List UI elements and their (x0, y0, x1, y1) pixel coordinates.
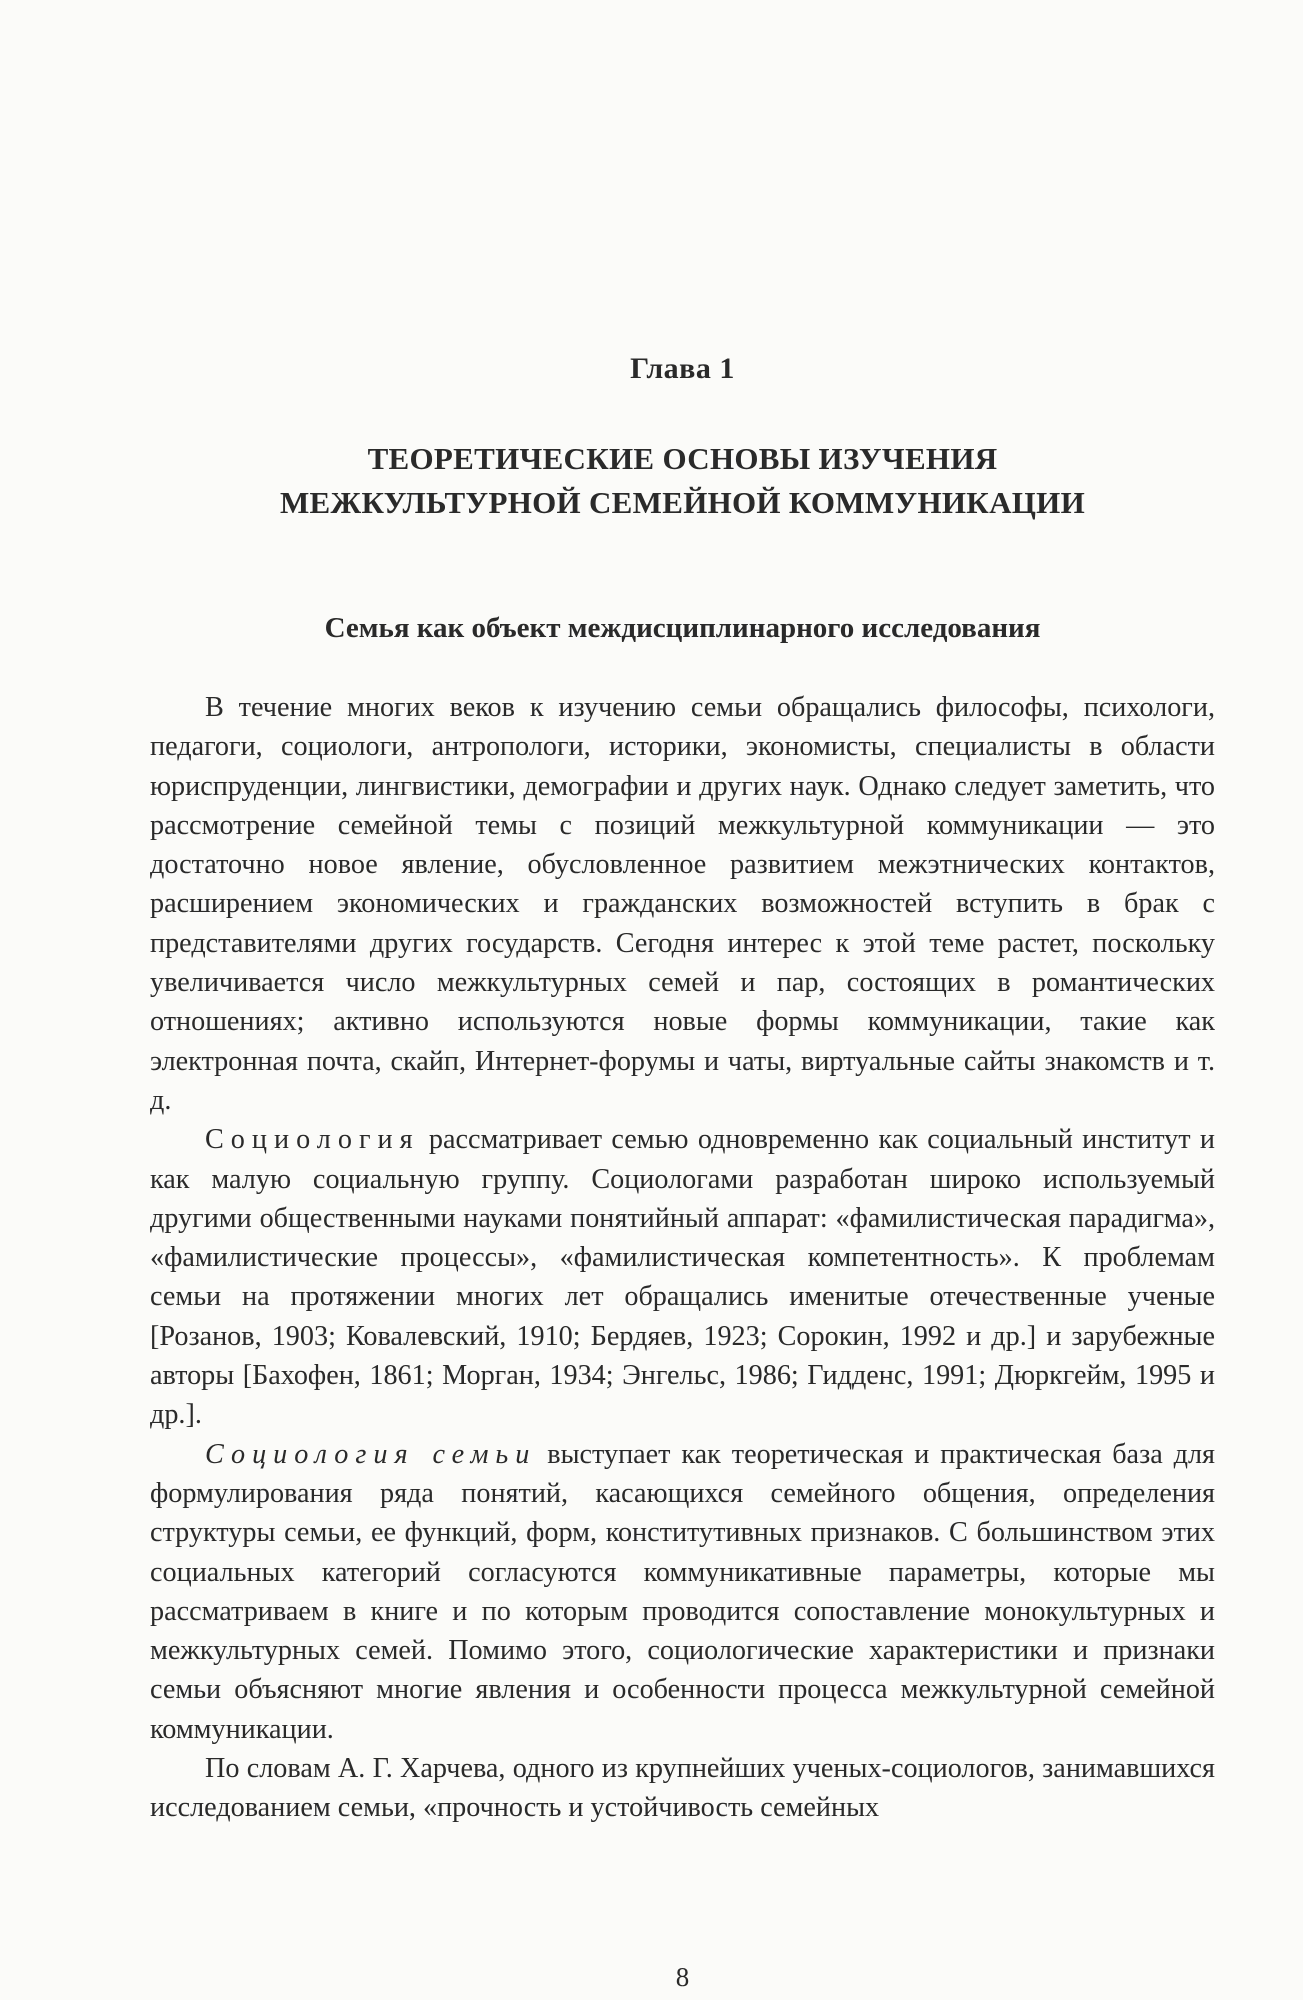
paragraph-3 (150, 1435, 1215, 1749)
chapter-title-line-1: ТЕОРЕТИЧЕСКИЕ ОСНОВЫ ИЗУЧЕНИЯ (367, 441, 998, 476)
paragraph-2 (150, 1120, 1215, 1434)
chapter-label: Глава 1 (630, 352, 735, 385)
chapter-title-line-2: МЕЖКУЛЬТУРНОЙ СЕМЕЙНОЙ КОММУНИКАЦИИ (279, 485, 1086, 520)
page-number: 8 (675, 1962, 690, 1992)
book-page (150, 0, 1215, 2000)
paragraph-3-text: выступает как теоретическая и практическая база для формулирования ряда понятий, касающихся семейного общения, определения структуры семьи, ее функций, форм, конститутивных признаков. С большинством этих социальных категорий согласуются коммуникативные параметры, которые мы рассматриваем в книге и по которым проводится сопоставление монокультурных и межкультурных семей. Помимо этого, социологические характеристики и признаки семьи объясняют многие явления и особенности процесса межкультурной семейной коммуникации. (150, 1438, 1215, 1745)
paragraph-2-text: рассматривает семью одновременно как социальный институт и как малую социальную группу. Социологами разработан широко используемый другими общественными науками понятийный аппарат: «фамилистическая парадигма», «фамилистические процессы», «фамилистическая компетентность». К проблемам семьи на протяжении многих лет обращались именитые отечественные ученые [Розанов, 1903; Ковалевский, 1910; Бердяев, 1923; Сорокин, 1992 и др.] и зарубежные авторы [Бахофен, 1861; Морган, 1934; Энгельс, 1986; Гидденс, 1991; Дюркгейм, 1995 и др.]. (150, 1124, 1215, 1431)
chapter-title (150, 437, 1215, 525)
term-sociology: Социология (205, 1124, 420, 1156)
paragraph-4: По словам А. Г. Харчева, одного из крупнейших ученых-социологов, занимавшихся исследованием семьи, «прочность и устойчивость семейных (150, 1753, 1215, 1824)
term-family-sociology: Социология семьи (205, 1438, 537, 1470)
section-title: Семья как объект междисциплинарного исследования (324, 612, 1041, 644)
body-text (150, 688, 1215, 1828)
paragraph-1: В течение многих веков к изучению семьи обращались философы, психологи, педагоги, социологи, антропологи, историки, экономисты, специалисты в области юриспруденции, лингвистики, демографии и других наук. Однако следует заметить, что рассмотрение семейной темы с позиций межкультурной коммуникации — это достаточно новое явление, обусловленное развитием межэтнических контактов, расширением экономических и гражданских возможностей вступить в брак с представителями других государств. Сегодня интерес к этой теме растет, поскольку увеличивается число межкультурных семей и пар, состоящих в романтических отношениях; активно используются новые формы коммуникации, такие как электронная почта, скайп, Интернет-форумы и чаты, виртуальные сайты знакомств и т. д. (150, 692, 1215, 1116)
